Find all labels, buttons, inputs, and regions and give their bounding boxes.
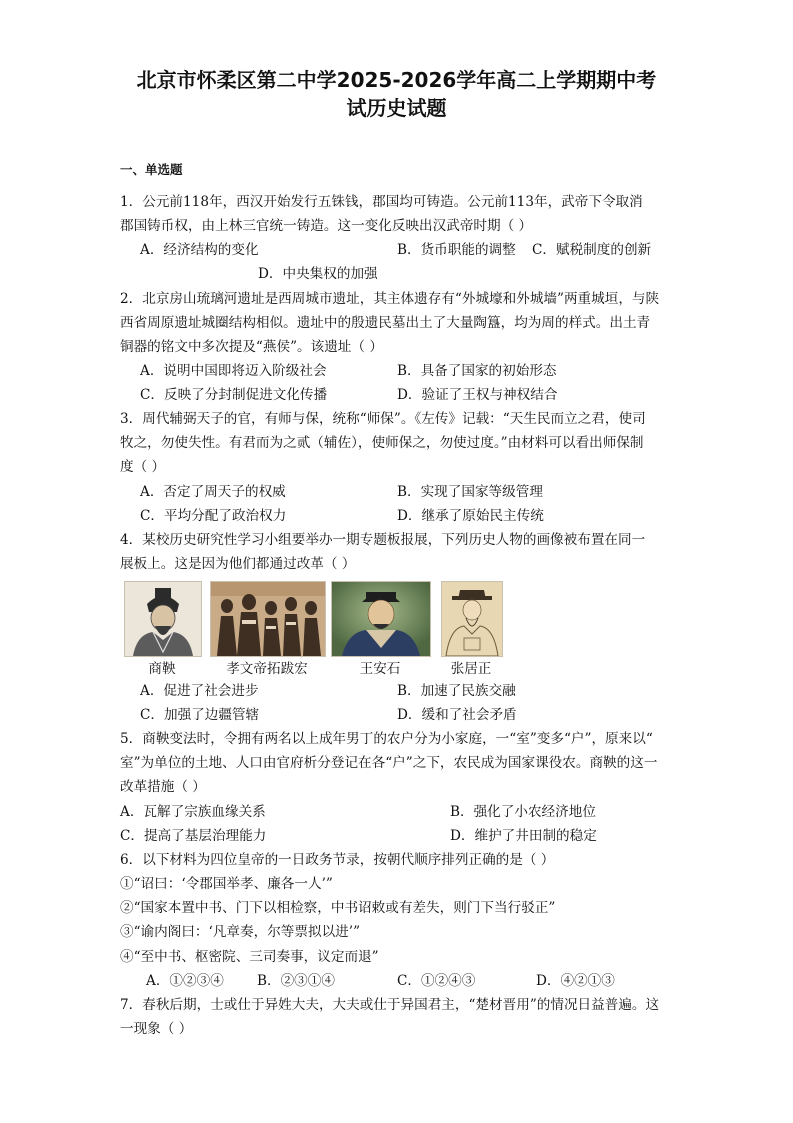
- portrait-caption-4: 张居正: [450, 661, 492, 677]
- portrait-caption-3: 王安石: [359, 661, 401, 677]
- q5-stem-line2: 室”为单位的土地、人口由官府析分登记在各“户”之下，农民成为国家课役农。商鞅的这一: [120, 755, 658, 771]
- q5-stem-line1: 5．商鞅变法时，令拥有两名以上成年男丁的农户分为小家庭，一“室”变多“户”，原来以“: [120, 731, 653, 747]
- q3-option-d: D．继承了原始民主传统: [397, 508, 544, 524]
- q4-option-d: D．缓和了社会矛盾: [397, 707, 517, 723]
- q6-material-3: ③“谕内阁曰：‘凡章奏，尔等票拟以进’”: [120, 924, 361, 940]
- q6-material-4: ④“至中书、枢密院、三司奏事，议定而退”: [120, 949, 379, 965]
- q3-stem-line2: 牧之，勿使失性。有君而为之贰（辅佐），使师保之，勿使过度。”由材料可以看出师保制: [120, 435, 644, 451]
- q6-option-b: B．②③①④: [257, 973, 335, 989]
- q7-stem-line2: 一现象（ ）: [120, 1021, 193, 1037]
- q1-option-c: C．赋税制度的创新: [532, 242, 652, 258]
- q6-option-d: D．④②①③: [536, 973, 615, 989]
- portrait-caption-2: 孝文帝拓跋宏: [226, 661, 308, 677]
- q6-material-2: ②“国家本置中书、门下以相检察，中书诏敕或有差失，则门下当行驳正”: [120, 900, 556, 916]
- q1-option-b: B．货币职能的调整: [397, 242, 516, 258]
- q2-option-b: B．具备了国家的初始形态: [397, 363, 557, 379]
- page-title: [100, 66, 693, 122]
- q2-option-a: A．说明中国即将迈入阶级社会: [140, 363, 327, 379]
- q4-stem-line2: 展板上。这是因为他们都通过改革（ ）: [120, 556, 356, 572]
- q2-stem-line2: 西省周原遗址城圈结构相似。遗址中的殷遗民墓出土了大量陶簋，均为周的样式。出土青: [120, 315, 651, 331]
- q6-option-a: A．①②③④: [146, 973, 224, 989]
- q6-option-c: C．①②④③: [397, 973, 476, 989]
- q6-stem-line1: 6．以下材料为四位皇帝的一日政务节录，按朝代顺序排列正确的是（ ）: [120, 852, 555, 868]
- q4-stem-line1: 4．某校历史研究性学习小组要举办一期专题板报展，下列历史人物的画像被布置在同一: [120, 532, 646, 548]
- q1-stem-line1: 1．公元前118年，西汉开始发行五铢钱，郡国均可铸造。公元前113年，武帝下令取消: [120, 194, 643, 210]
- section-title: 一、单选题: [120, 162, 183, 177]
- q3-stem-line1: 3．周代辅弼天子的官，有师与保，统称“师保”。《左传》记载：“天生民而立之君，使司: [120, 411, 646, 427]
- portrait-wang-anshi: [331, 581, 431, 657]
- q3-option-a: A．否定了周天子的权威: [140, 484, 286, 500]
- portrait-xiaowen-emperor: [210, 581, 326, 657]
- q4-option-a: A．促进了社会进步: [140, 683, 259, 699]
- q3-stem-line3: 度（ ）: [120, 459, 166, 475]
- q5-option-c: C．提高了基层治理能力: [120, 828, 267, 844]
- title-line-1: 北京市怀柔区第二中学2025-2026学年高二上学期期中考: [136, 68, 657, 92]
- q5-option-d: D．维护了井田制的稳定: [450, 828, 597, 844]
- q5-option-b: B．强化了小农经济地位: [450, 804, 596, 820]
- q3-option-c: C．平均分配了政治权力: [140, 508, 287, 524]
- q5-stem-line3: 改革措施（ ）: [120, 779, 206, 795]
- portrait-zhang-juzheng: [441, 581, 503, 657]
- portrait-caption-1: 商鞅: [148, 661, 176, 677]
- q5-option-a: A．瓦解了宗族血缘关系: [120, 804, 266, 820]
- q2-option-c: C．反映了分封制促进文化传播: [140, 387, 328, 403]
- q2-option-d: D．验证了王权与神权结合: [397, 387, 558, 403]
- q1-stem-line2: 郡国铸币权，由上林三官统一铸造。这一变化反映出汉武帝时期（ ）: [120, 218, 533, 234]
- q7-stem-line1: 7．春秋后期，士或仕于异姓大夫，大夫或仕于异国君主，“楚材晋用”的情况日益普遍。这: [120, 997, 660, 1013]
- q3-option-b: B．实现了国家等级管理: [397, 484, 543, 500]
- q2-stem-line3: 铜器的铭文中多次提及“燕侯”。该遗址（ ）: [120, 339, 383, 355]
- title-line-2: 试历史试题: [346, 96, 447, 120]
- q1-option-a: A．经济结构的变化: [140, 242, 259, 258]
- portrait-shang-yang: [124, 581, 202, 657]
- q6-material-1: ①“诏曰：‘令郡国举孝、廉各一人’”: [120, 876, 333, 892]
- q4-option-c: C．加强了边疆管辖: [140, 707, 260, 723]
- q4-option-b: B．加速了民族交融: [397, 683, 516, 699]
- q1-option-d: D．中央集权的加强: [258, 266, 378, 282]
- q2-stem-line1: 2．北京房山琉璃河遗址是西周城市遗址，其主体遗存有“外城壕和外城墙”两重城垣，与陕: [120, 291, 660, 307]
